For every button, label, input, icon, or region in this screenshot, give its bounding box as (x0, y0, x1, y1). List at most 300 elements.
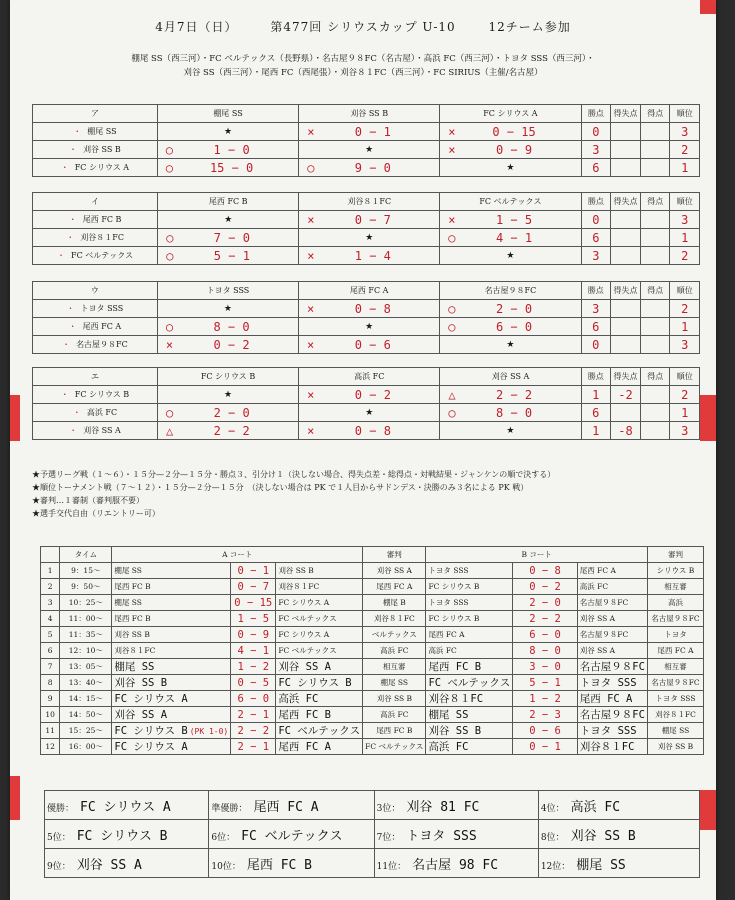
home-team: FC シリウス A (112, 739, 231, 755)
away-team: 高浜 FC (276, 691, 363, 707)
rank-team: 刈谷 SS A (76, 857, 142, 873)
score: 2 − 2 (513, 611, 577, 627)
table-row (33, 123, 700, 141)
match-result: ★ (299, 229, 440, 247)
opponent-header: 刈谷 SS B (299, 105, 440, 123)
referee: FC ベルテックス (363, 739, 426, 755)
referee: 棚尾 B (363, 595, 426, 611)
referee: 尾西 FC B (363, 723, 426, 739)
group-name: ウ (33, 282, 158, 300)
match-result (299, 159, 440, 177)
rank-label: 11位： (376, 861, 407, 872)
score: 0 − 1 (513, 739, 577, 755)
red-tab (700, 790, 716, 830)
stat-header: 得点 (640, 368, 669, 386)
stat-gf (640, 386, 669, 404)
stat-gf (641, 159, 670, 177)
score: 1 − 5 (495, 212, 533, 227)
stat-pts: 1 (581, 386, 610, 404)
rank-label: 3位： (376, 803, 401, 814)
stat-pts: 0 (581, 336, 611, 354)
kickoff-time: 16：00〜 (60, 739, 112, 755)
referee: 相互審 (647, 579, 703, 595)
mark-dot: ・ (72, 408, 81, 417)
away-team: 尾西 FC A (577, 563, 647, 579)
referee: 棚尾 SS (363, 675, 426, 691)
result-mark: × (448, 142, 456, 157)
result-mark: ○ (165, 142, 174, 157)
score: 6 − 0 (231, 691, 276, 707)
result-mark: ○ (166, 248, 174, 263)
away-team: FC シリウス A (276, 595, 363, 611)
table-header-row (33, 193, 700, 211)
away-team: 刈谷 SS A (577, 611, 647, 627)
score: 0 − 7 (354, 212, 391, 227)
ranking-cell (45, 820, 209, 849)
match-number: 12 (41, 739, 60, 755)
stat-diff (611, 229, 641, 247)
mark-dot: ・ (60, 390, 69, 399)
mark-dot: ・ (69, 426, 78, 435)
match-number: 7 (41, 659, 60, 675)
stat-gf (641, 229, 670, 247)
team-name: ・ 刈谷 SS B (33, 141, 158, 159)
home-team: 高浜 FC (426, 643, 513, 659)
match-result (440, 123, 581, 141)
away-team: 高浜 FC (577, 579, 647, 595)
table-row (33, 336, 700, 354)
referee: ベルテックス (363, 627, 426, 643)
team-name: ・ FC シリウス A (33, 159, 158, 177)
kickoff-time: 14：15〜 (60, 691, 112, 707)
mark-dot: ・ (57, 251, 66, 260)
stat-header: 勝点 (581, 368, 610, 386)
stat-rank: 2 (670, 141, 700, 159)
team-name: ・ 刈谷８１FC (33, 229, 158, 247)
referee: 棚尾 SS (647, 723, 703, 739)
table-row (41, 659, 704, 675)
mark-dot: ・ (68, 322, 77, 331)
court-b-header: B コート (426, 547, 647, 563)
rank-team: FC ベルテックス (241, 828, 343, 844)
table-row (33, 211, 700, 229)
opponent-header: 高浜 FC (299, 368, 440, 386)
match-schedule (40, 546, 704, 755)
away-team: 名古屋９８FC (577, 659, 647, 675)
home-team: 刈谷 SS B (112, 627, 231, 643)
ranking-cell (45, 791, 209, 820)
mark-dot: ・ (66, 304, 75, 313)
score: 1 − 2 (513, 691, 577, 707)
score: 6 − 0 (513, 627, 577, 643)
opponent-header: 尾西 FC B (158, 193, 299, 211)
table-row (33, 247, 700, 265)
table-row (33, 386, 700, 404)
referee: シリウス B (647, 563, 703, 579)
home-team: トヨタ SSS (426, 563, 513, 579)
score: 4 − 1 (231, 643, 276, 659)
away-team: FC ベルテックス (276, 643, 363, 659)
score: 8 − 0 (213, 319, 250, 334)
result-mark: ○ (448, 301, 456, 316)
result-mark: △ (165, 423, 174, 438)
red-tab (10, 776, 20, 820)
referee: 刈谷 SS B (647, 739, 703, 755)
score: 0 − 1 (231, 563, 276, 579)
kickoff-time: 13：40〜 (60, 675, 112, 691)
referee-header: 審判 (647, 547, 703, 563)
stat-gf (640, 422, 669, 440)
score: 5 − 1 (213, 248, 250, 263)
score: 2 − 2 (213, 423, 250, 438)
score: 0 − 15 (492, 124, 536, 139)
table-row (41, 643, 704, 659)
match-result: ★ (440, 422, 581, 440)
stat-rank: 3 (670, 336, 700, 354)
home-team: トヨタ SSS (426, 595, 513, 611)
match-result (157, 336, 298, 354)
rank-label: 8位： (540, 832, 565, 843)
away-team: トヨタ SSS (577, 723, 647, 739)
match-result (440, 229, 581, 247)
score: 0 − 8 (513, 563, 577, 579)
match-result: ★ (440, 247, 581, 265)
table-row (41, 723, 704, 739)
score: 2 − 2 (496, 387, 533, 402)
stat-gf (640, 336, 670, 354)
home-team: 刈谷 SS B (426, 723, 513, 739)
ranking-cell (45, 849, 209, 878)
match-number: 5 (41, 627, 60, 643)
match-number: 11 (41, 723, 60, 739)
team-name: ・ 刈谷 SS A (33, 422, 158, 440)
referee: 相互審 (363, 659, 426, 675)
time-header: タイム (60, 547, 112, 563)
match-result (157, 141, 298, 159)
rank-team: 高浜 FC (570, 799, 621, 815)
red-tab (700, 0, 716, 14)
referee: 名古屋９８FC (647, 675, 703, 691)
stat-rank: 1 (670, 159, 700, 177)
table-row (33, 229, 700, 247)
score: 1 − 0 (213, 142, 250, 157)
stat-header: 順位 (670, 282, 700, 300)
ranking-cell (209, 820, 374, 849)
stat-rank: 1 (670, 404, 700, 422)
rank-team: トヨタ SSS (406, 828, 477, 844)
away-team: FC シリウス A (276, 627, 363, 643)
away-team: FC シリウス B (276, 675, 363, 691)
kickoff-time: 9：15〜 (60, 563, 112, 579)
result-mark: × (307, 248, 315, 263)
stat-pts: 3 (581, 300, 611, 318)
home-team: 刈谷 SS A (112, 707, 231, 723)
result-mark: ○ (165, 160, 174, 175)
result-mark: × (165, 337, 174, 352)
score: 2 − 1 (231, 707, 276, 723)
stat-gf (641, 247, 670, 265)
rank-label: 準優勝： (211, 803, 248, 814)
stat-diff: -2 (611, 386, 641, 404)
home-team: 尾西 FC B (426, 659, 513, 675)
schedule-header (41, 547, 704, 563)
stat-header: 得失点 (611, 105, 641, 123)
match-number: 6 (41, 643, 60, 659)
referee: トヨタ (647, 627, 703, 643)
table-row (41, 707, 704, 723)
away-team: 刈谷８１FC (276, 579, 363, 595)
home-team: FC シリウス B (426, 611, 513, 627)
table-row (33, 300, 700, 318)
match-result: ★ (440, 336, 581, 354)
referee: 刈谷８１FC (647, 707, 703, 723)
referee: トヨタ SSS (647, 691, 703, 707)
score: 1 − 4 (354, 248, 391, 263)
stat-gf (641, 211, 670, 229)
group-name: エ (33, 368, 158, 386)
stat-pts: 0 (581, 123, 610, 141)
result-mark: ○ (165, 319, 174, 334)
match-result (299, 336, 440, 354)
home-team: 棚尾 SS (112, 563, 231, 579)
team-name: ・ FC シリウス B (33, 386, 158, 404)
result-mark: × (307, 124, 315, 139)
score: 2 − 0 (213, 405, 250, 420)
home-team: 刈谷８１FC (426, 691, 513, 707)
match-result (299, 211, 440, 229)
league-table (32, 281, 700, 354)
stat-diff (611, 336, 641, 354)
away-team: トヨタ SSS (577, 675, 647, 691)
match-result (299, 300, 440, 318)
stat-header: 勝点 (581, 193, 610, 211)
opponent-header: 尾西 FC A (299, 282, 440, 300)
stat-pts: 6 (581, 229, 610, 247)
page-title (10, 18, 716, 35)
stat-diff: -8 (611, 422, 641, 440)
score: 2 − 2 (231, 723, 276, 739)
opponent-header: FC シリウス B (157, 368, 298, 386)
ranking-cell (538, 791, 699, 820)
stat-diff (611, 404, 641, 422)
match-number: 10 (41, 707, 60, 723)
team-name: ・ FC ベルテックス (33, 247, 158, 265)
match-result (158, 247, 299, 265)
referee: 相互審 (647, 659, 703, 675)
away-team: 刈谷 SS A (276, 659, 363, 675)
stat-header: 得点 (641, 105, 670, 123)
score: 6 − 0 (495, 319, 533, 334)
ranking-cell (209, 849, 374, 878)
kickoff-time: 12：10〜 (60, 643, 112, 659)
referee: 刈谷８１FC (363, 611, 426, 627)
table-header-row (33, 282, 700, 300)
result-mark: ○ (448, 230, 456, 245)
score: 0 − 9 (495, 142, 533, 157)
result-mark: × (307, 337, 315, 352)
result-mark: ○ (166, 230, 174, 245)
match-result (440, 404, 581, 422)
result-mark: ○ (448, 405, 456, 420)
referee-header: 審判 (363, 547, 426, 563)
stat-rank: 2 (670, 386, 700, 404)
table-row (41, 563, 704, 579)
result-mark: × (448, 124, 456, 139)
rank-team: 刈谷 SS B (570, 828, 636, 844)
ranking-row (45, 849, 700, 878)
match-result: ★ (158, 211, 299, 229)
match-result (299, 247, 440, 265)
pk-note: (PK 1-0) (189, 727, 229, 736)
ranking-cell (374, 849, 538, 878)
match-number: 3 (41, 595, 60, 611)
stat-rank: 2 (670, 300, 700, 318)
score: 7 − 0 (213, 230, 250, 245)
opponent-header: 棚尾 SS (157, 105, 298, 123)
away-team: 刈谷 SS A (577, 643, 647, 659)
table-row (33, 318, 700, 336)
stat-rank: 3 (670, 422, 700, 440)
referee: 刈谷 SS B (363, 691, 426, 707)
stat-pts: 6 (581, 404, 610, 422)
rank-label: 5位： (47, 832, 71, 843)
stat-header: 得失点 (611, 193, 641, 211)
stat-header: 順位 (670, 368, 700, 386)
result-mark: × (307, 387, 315, 402)
home-team: 棚尾 SS (112, 595, 231, 611)
score: 8 − 0 (513, 643, 577, 659)
home-team: FC シリウス A (112, 691, 231, 707)
match-result (440, 211, 581, 229)
stat-gf (641, 141, 670, 159)
ranking-row (45, 820, 700, 849)
stat-rank: 2 (670, 247, 700, 265)
match-result (157, 422, 298, 440)
score: 5 − 1 (513, 675, 577, 691)
table-row (41, 611, 704, 627)
red-tab (10, 395, 20, 441)
home-team: 刈谷８１FC (112, 643, 231, 659)
score: 0 − 2 (354, 387, 391, 402)
stat-rank: 3 (670, 123, 700, 141)
team-name: ・ 高浜 FC (33, 404, 158, 422)
table-header-row (33, 105, 700, 123)
table-row (33, 404, 700, 422)
score: 0 − 8 (354, 301, 391, 316)
kickoff-time: 10：25〜 (60, 595, 112, 611)
rank-label: 4位： (540, 803, 565, 814)
table-header-row (33, 368, 700, 386)
team-name: ・ 名古屋９８FC (33, 336, 158, 354)
score: 4 − 1 (495, 230, 533, 245)
result-mark: × (307, 423, 315, 438)
stat-diff (611, 159, 641, 177)
kickoff-time: 15：25〜 (60, 723, 112, 739)
stat-gf (640, 318, 670, 336)
rank-label: 優勝： (47, 803, 75, 814)
match-result (440, 386, 581, 404)
match-number: 2 (41, 579, 60, 595)
match-result (157, 318, 298, 336)
match-result: ★ (299, 404, 440, 422)
stat-gf (640, 300, 670, 318)
match-result (440, 141, 581, 159)
mark-dot: ・ (69, 145, 77, 154)
opponent-header: トヨタ SSS (157, 282, 298, 300)
match-result (440, 318, 581, 336)
score: 0 − 8 (354, 423, 391, 438)
score: 1 − 5 (231, 611, 276, 627)
score: 0 − 1 (354, 124, 391, 139)
table-row (41, 675, 704, 691)
rank-label: 7位： (376, 832, 401, 843)
match-result (157, 404, 298, 422)
table-row (33, 141, 700, 159)
ranking-cell (538, 849, 699, 878)
stat-gf (641, 123, 670, 141)
match-result (299, 386, 440, 404)
score: 2 − 3 (513, 707, 577, 723)
away-team: 名古屋９８FC (577, 627, 647, 643)
score: 0 − 6 (513, 723, 577, 739)
rank-label: 12位： (540, 861, 571, 872)
away-team: 名古屋９８FC (577, 707, 647, 723)
mark-dot: ・ (60, 163, 69, 172)
team-name: ・ 棚尾 SS (33, 123, 158, 141)
stat-pts: 1 (581, 422, 610, 440)
stat-pts: 3 (581, 247, 610, 265)
referee: 刈谷 SS A (363, 563, 426, 579)
match-result: ★ (157, 300, 298, 318)
stat-header: 得失点 (611, 368, 641, 386)
rank-team: 刈谷 81 FC (406, 799, 480, 815)
table-row (41, 739, 704, 755)
home-team: 尾西 FC B (112, 579, 231, 595)
away-team: FC ベルテックス (276, 723, 363, 739)
ranking-cell (538, 820, 699, 849)
stat-pts: 0 (581, 211, 610, 229)
ranking-row (45, 791, 700, 820)
table-row (41, 627, 704, 643)
match-result: ★ (440, 159, 581, 177)
result-mark: ○ (307, 160, 315, 175)
referee: 尾西 FC A (647, 643, 703, 659)
match-result (157, 159, 298, 177)
match-number: 9 (41, 691, 60, 707)
match-result: ★ (299, 141, 440, 159)
score: 8 − 0 (496, 405, 533, 420)
stat-header: 得失点 (611, 282, 641, 300)
kickoff-time: 11：35〜 (60, 627, 112, 643)
opponent-header: 刈谷 SS A (440, 368, 581, 386)
stat-rank: 1 (670, 318, 700, 336)
stat-pts: 3 (581, 141, 610, 159)
stat-header: 順位 (670, 193, 700, 211)
rank-team: 名古屋 98 FC (412, 857, 499, 873)
team-name: ・ 尾西 FC A (33, 318, 158, 336)
result-mark: × (307, 212, 315, 227)
result-mark: △ (448, 387, 456, 402)
rank-team: FC シリウス A (80, 799, 171, 815)
rank-team: 棚尾 SS (576, 857, 626, 873)
away-team: 尾西 FC A (577, 691, 647, 707)
referee: 高浜 FC (363, 707, 426, 723)
stat-pts: 6 (581, 159, 610, 177)
ranking-cell (209, 791, 374, 820)
score: 0 − 6 (354, 337, 391, 352)
event-name: 第477回 シリウスカップ U-10 (270, 20, 456, 34)
score: 15 − 0 (209, 160, 254, 175)
